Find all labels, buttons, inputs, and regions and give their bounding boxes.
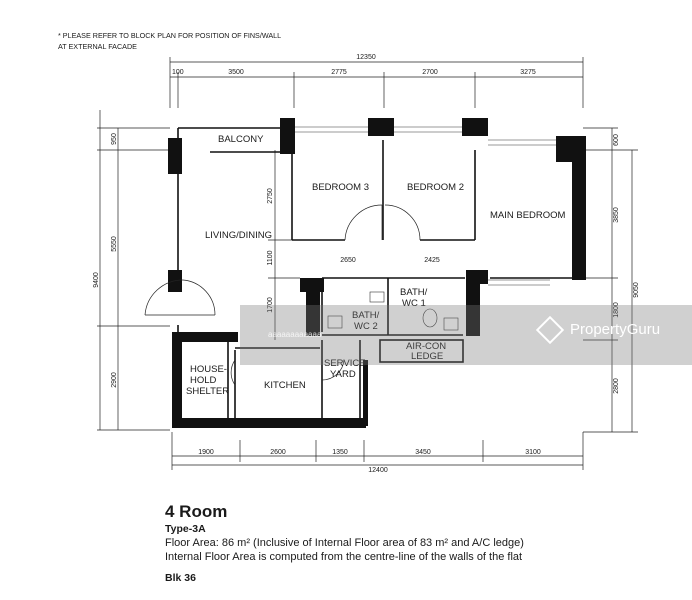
dim-left-inner-0: 2750: [267, 188, 274, 204]
room-service-line2: YARD: [330, 369, 356, 380]
room-aircon-line1: AIR-CON: [406, 341, 447, 352]
plan-info: [165, 502, 524, 585]
bottom-dimensions: [172, 432, 583, 470]
walls-outline: [178, 128, 575, 420]
dim-top-1: 3500: [228, 69, 244, 76]
dim-right-outer: 9050: [633, 282, 640, 298]
watermark-logo: [540, 320, 660, 340]
dim-left-1: 5550: [111, 236, 118, 252]
room-shelter-line1: HOUSE-: [190, 364, 227, 375]
room-living-dining: LIVING/DINING: [205, 230, 273, 241]
dim-left-inner-1: 1100: [267, 250, 274, 266]
dim-top-0: 100: [172, 69, 184, 76]
room-shelter-line3: SHELTER: [186, 386, 230, 397]
dim-left-inner-2: 1700: [267, 297, 274, 313]
dim-right-0: 600: [613, 134, 620, 146]
flat-subtype: Type-3A: [165, 523, 206, 535]
dim-top-total: 12350: [356, 54, 376, 61]
dim-left-2: 2900: [111, 372, 118, 388]
dim-bottom-3: 3450: [415, 449, 431, 456]
dim-left-0: 950: [111, 133, 118, 145]
dim-bottom-2: 1350: [332, 449, 348, 456]
watermark-small-text: aaaaaaaaaaaa: [268, 330, 322, 339]
room-bath1-line2: WC 1: [402, 298, 426, 309]
room-service-line1: SERVICE: [324, 358, 366, 369]
room-bedroom3: BEDROOM 3: [312, 182, 370, 193]
plan-note-line2: AT EXTERNAL FACADE: [58, 42, 137, 51]
propertyguru-logo-icon: [536, 316, 564, 344]
dim-interior-1: 2425: [424, 257, 440, 264]
top-dimensions: [170, 57, 583, 108]
dim-bottom-0: 1900: [198, 449, 214, 456]
plan-note-line1: * PLEASE REFER TO BLOCK PLAN FOR POSITION OF FINS/WALL: [58, 31, 282, 40]
room-shelter-line2: HOLD: [190, 375, 217, 386]
room-bedroom2: BEDROOM 2: [407, 182, 465, 193]
dim-top-2: 2775: [331, 69, 347, 76]
dim-right-3: 2800: [613, 378, 620, 394]
floor-area-text: Floor Area: 86 m² (Inclusive of Internal Floor area of 83 m² and A/C ledge): [165, 537, 524, 549]
dim-bottom-4: 3100: [525, 449, 541, 456]
dim-bottom-1: 2600: [270, 449, 286, 456]
room-main-bedroom: MAIN BEDROOM: [490, 210, 566, 221]
walls-solid: [168, 118, 586, 428]
room-balcony: BALCONY: [218, 134, 264, 145]
dim-interior-0: 2650: [340, 257, 356, 264]
room-bath2-line2: WC 2: [354, 321, 378, 332]
watermark-brand: PropertyGuru: [570, 320, 661, 338]
flat-type-title: 4 Room: [165, 502, 228, 521]
room-kitchen: KITCHEN: [264, 380, 306, 391]
block-number: Blk 36: [165, 572, 196, 584]
dim-left-outer: 9400: [93, 272, 100, 288]
room-bath1-line1: BATH/: [400, 287, 428, 298]
internal-area-note: Internal Floor Area is computed from the centre-line of the walls of the flat: [165, 551, 523, 563]
room-bath2-line1: BATH/: [352, 310, 380, 321]
room-aircon-line2: LEDGE: [411, 351, 444, 362]
dim-right-2: 1800: [613, 302, 620, 318]
dim-top-3: 2700: [422, 69, 438, 76]
dim-top-4: 3275: [520, 69, 536, 76]
dim-bottom-total: 12400: [368, 467, 388, 474]
right-dimensions: [583, 128, 638, 432]
dim-right-1: 3850: [613, 207, 620, 223]
